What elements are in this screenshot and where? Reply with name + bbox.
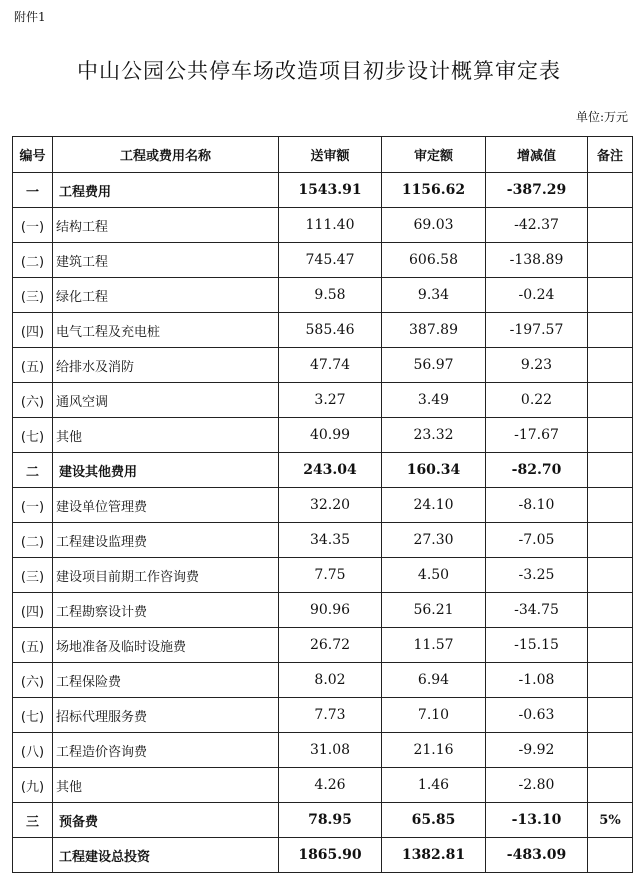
- row-name: 建设项目前期工作咨询费: [53, 558, 279, 593]
- row-approved: 11.57: [382, 628, 486, 663]
- row-remark: [588, 208, 633, 243]
- row-number: (八): [13, 733, 53, 768]
- row-name: 结构工程: [53, 208, 279, 243]
- row-name: 电气工程及充电桩: [53, 313, 279, 348]
- row-remark: [588, 348, 633, 383]
- row-remark: [588, 838, 633, 873]
- row-approved: 1156.62: [382, 173, 486, 208]
- row-diff: -17.67: [486, 418, 588, 453]
- row-diff: -7.05: [486, 523, 588, 558]
- row-submitted: 90.96: [279, 593, 382, 628]
- row-submitted: 585.46: [279, 313, 382, 348]
- row-diff: -0.24: [486, 278, 588, 313]
- header-no: 编号: [13, 137, 53, 173]
- row-submitted: 32.20: [279, 488, 382, 523]
- table-body: [13, 173, 633, 873]
- table-row: [13, 803, 633, 838]
- row-submitted: 47.74: [279, 348, 382, 383]
- row-diff: -82.70: [486, 453, 588, 488]
- row-approved: 7.10: [382, 698, 486, 733]
- row-name: 工程保险费: [53, 663, 279, 698]
- table-row: [13, 453, 633, 488]
- row-submitted: 243.04: [279, 453, 382, 488]
- table-row: [13, 698, 633, 733]
- row-name: 工程造价咨询费: [53, 733, 279, 768]
- row-approved: 4.50: [382, 558, 486, 593]
- row-number: (二): [13, 243, 53, 278]
- row-remark: [588, 278, 633, 313]
- row-number: (三): [13, 558, 53, 593]
- table-row: [13, 663, 633, 698]
- row-diff: -1.08: [486, 663, 588, 698]
- row-diff: -9.92: [486, 733, 588, 768]
- table-row: [13, 208, 633, 243]
- row-number: [13, 838, 53, 873]
- row-diff: -387.29: [486, 173, 588, 208]
- unit-label: 单位:万元: [575, 110, 628, 124]
- row-name: 工程勘察设计费: [53, 593, 279, 628]
- row-approved: 27.30: [382, 523, 486, 558]
- row-diff: 0.22: [486, 383, 588, 418]
- table-header-row: [13, 137, 633, 173]
- row-remark: 5%: [588, 803, 633, 838]
- row-approved: 56.21: [382, 593, 486, 628]
- header-remark: 备注: [588, 137, 633, 173]
- table-row: [13, 348, 633, 383]
- row-number: (一): [13, 208, 53, 243]
- row-approved: 21.16: [382, 733, 486, 768]
- table-row: [13, 383, 633, 418]
- row-remark: [588, 453, 633, 488]
- row-remark: [588, 663, 633, 698]
- header-name: 工程或费用名称: [53, 137, 279, 173]
- row-submitted: 31.08: [279, 733, 382, 768]
- header-diff: 增减值: [486, 137, 588, 173]
- row-diff: -13.10: [486, 803, 588, 838]
- row-name: 其他: [53, 418, 279, 453]
- row-diff: -15.15: [486, 628, 588, 663]
- row-remark: [588, 418, 633, 453]
- table-row: [13, 558, 633, 593]
- row-approved: 6.94: [382, 663, 486, 698]
- row-approved: 1382.81: [382, 838, 486, 873]
- row-number: (四): [13, 593, 53, 628]
- row-diff: -3.25: [486, 558, 588, 593]
- row-number: (五): [13, 348, 53, 383]
- row-number: 一: [13, 173, 53, 208]
- row-submitted: 111.40: [279, 208, 382, 243]
- row-number: (二): [13, 523, 53, 558]
- row-number: 三: [13, 803, 53, 838]
- row-approved: 3.49: [382, 383, 486, 418]
- row-submitted: 7.75: [279, 558, 382, 593]
- row-number: (一): [13, 488, 53, 523]
- row-submitted: 745.47: [279, 243, 382, 278]
- row-remark: [588, 488, 633, 523]
- row-submitted: 1865.90: [279, 838, 382, 873]
- row-number: (九): [13, 768, 53, 803]
- row-number: (七): [13, 698, 53, 733]
- row-submitted: 40.99: [279, 418, 382, 453]
- row-diff: -34.75: [486, 593, 588, 628]
- row-approved: 65.85: [382, 803, 486, 838]
- row-submitted: 7.73: [279, 698, 382, 733]
- row-approved: 9.34: [382, 278, 486, 313]
- row-diff: -138.89: [486, 243, 588, 278]
- row-name: 工程费用: [53, 173, 279, 208]
- table-row: [13, 418, 633, 453]
- table-row: [13, 523, 633, 558]
- row-name: 工程建设总投资: [53, 838, 279, 873]
- table-row: [13, 278, 633, 313]
- table-row: [13, 628, 633, 663]
- row-diff: -0.63: [486, 698, 588, 733]
- row-remark: [588, 733, 633, 768]
- row-name: 工程建设监理费: [53, 523, 279, 558]
- document-title: 中山公园公共停车场改造项目初步设计概算审定表: [77, 59, 561, 83]
- row-remark: [588, 628, 633, 663]
- row-number: (六): [13, 383, 53, 418]
- budget-table: [12, 136, 633, 873]
- row-diff: -197.57: [486, 313, 588, 348]
- header-submitted: 送审额: [279, 137, 382, 173]
- row-approved: 56.97: [382, 348, 486, 383]
- row-submitted: 4.26: [279, 768, 382, 803]
- row-name: 给排水及消防: [53, 348, 279, 383]
- row-remark: [588, 698, 633, 733]
- row-submitted: 1543.91: [279, 173, 382, 208]
- row-number: 二: [13, 453, 53, 488]
- row-number: (三): [13, 278, 53, 313]
- row-name: 招标代理服务费: [53, 698, 279, 733]
- row-remark: [588, 383, 633, 418]
- row-remark: [588, 523, 633, 558]
- row-approved: 24.10: [382, 488, 486, 523]
- row-diff: -2.80: [486, 768, 588, 803]
- row-approved: 606.58: [382, 243, 486, 278]
- row-diff: -483.09: [486, 838, 588, 873]
- row-name: 场地准备及临时设施费: [53, 628, 279, 663]
- row-diff: 9.23: [486, 348, 588, 383]
- row-approved: 69.03: [382, 208, 486, 243]
- row-name: 其他: [53, 768, 279, 803]
- row-name: 通风空调: [53, 383, 279, 418]
- row-name: 建设其他费用: [53, 453, 279, 488]
- row-submitted: 34.35: [279, 523, 382, 558]
- row-name: 绿化工程: [53, 278, 279, 313]
- row-remark: [588, 593, 633, 628]
- table-row: [13, 768, 633, 803]
- row-name: 建设单位管理费: [53, 488, 279, 523]
- table-row: [13, 488, 633, 523]
- row-number: (六): [13, 663, 53, 698]
- attachment-label: 附件1: [14, 10, 46, 24]
- row-remark: [588, 313, 633, 348]
- row-submitted: 8.02: [279, 663, 382, 698]
- row-name: 预备费: [53, 803, 279, 838]
- row-remark: [588, 173, 633, 208]
- table-row: [13, 173, 633, 208]
- header-approved: 审定额: [382, 137, 486, 173]
- table-row: [13, 243, 633, 278]
- row-remark: [588, 243, 633, 278]
- table-row: [13, 838, 633, 873]
- row-approved: 160.34: [382, 453, 486, 488]
- row-name: 建筑工程: [53, 243, 279, 278]
- row-diff: -42.37: [486, 208, 588, 243]
- row-approved: 387.89: [382, 313, 486, 348]
- table-row: [13, 313, 633, 348]
- row-diff: -8.10: [486, 488, 588, 523]
- row-approved: 23.32: [382, 418, 486, 453]
- table-row: [13, 733, 633, 768]
- row-remark: [588, 558, 633, 593]
- row-number: (七): [13, 418, 53, 453]
- row-submitted: 9.58: [279, 278, 382, 313]
- row-approved: 1.46: [382, 768, 486, 803]
- row-number: (五): [13, 628, 53, 663]
- row-number: (四): [13, 313, 53, 348]
- row-submitted: 3.27: [279, 383, 382, 418]
- row-submitted: 26.72: [279, 628, 382, 663]
- table-row: [13, 593, 633, 628]
- row-remark: [588, 768, 633, 803]
- row-submitted: 78.95: [279, 803, 382, 838]
